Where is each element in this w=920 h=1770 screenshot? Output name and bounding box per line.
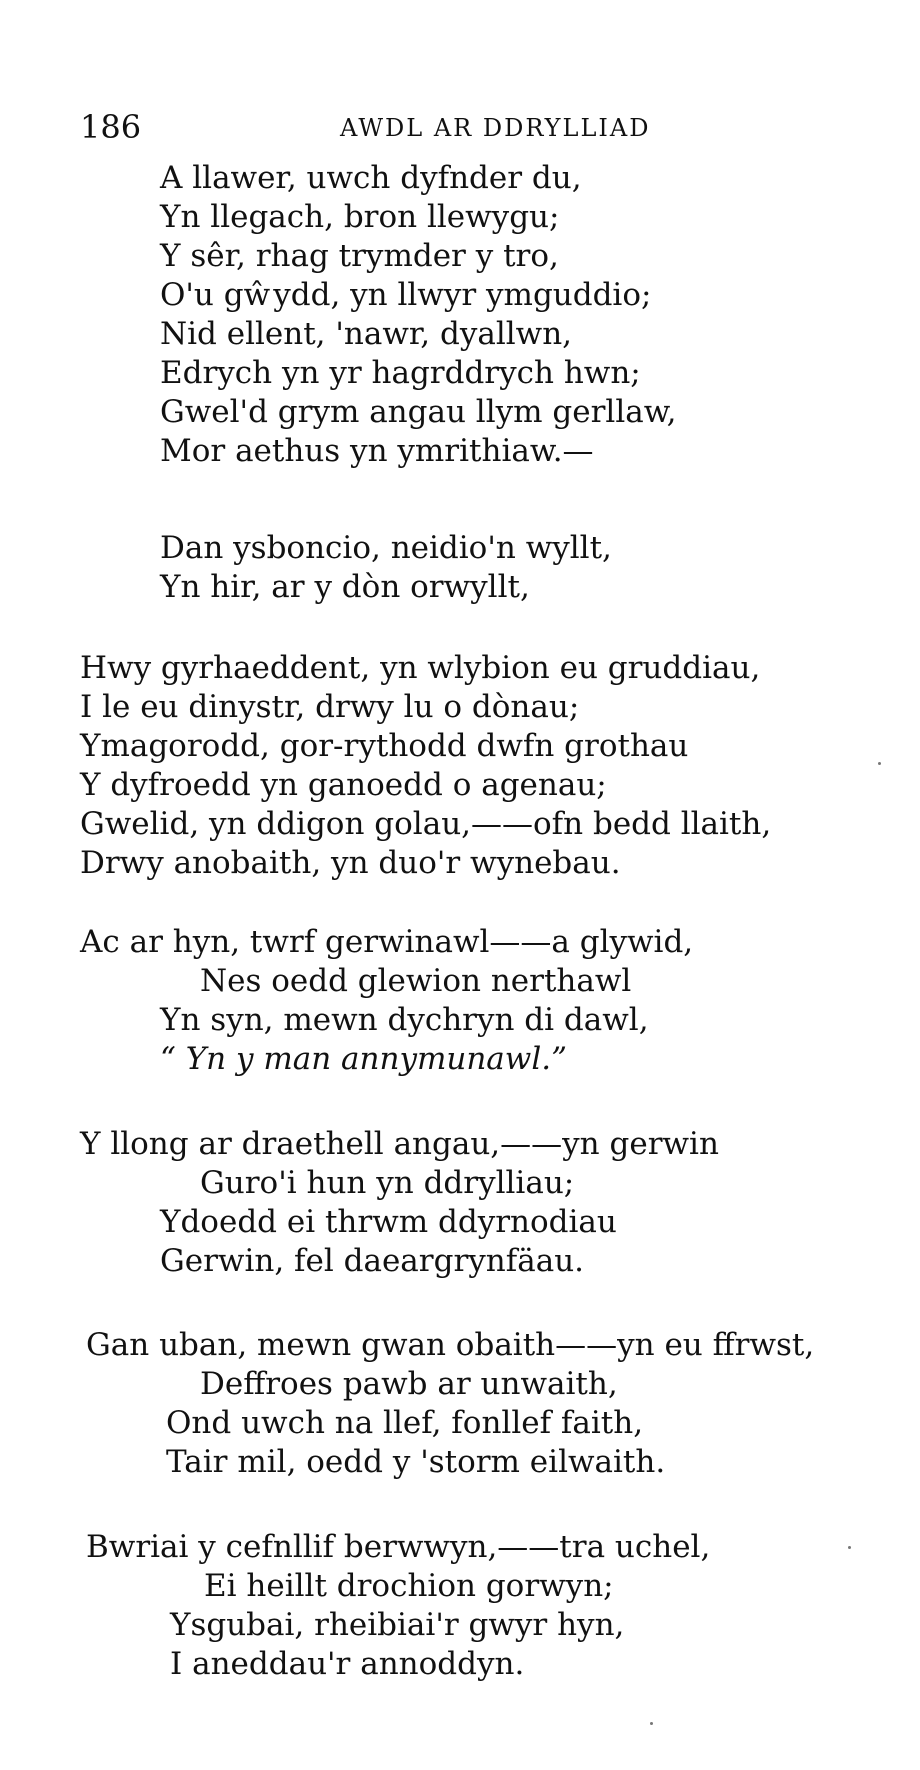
scan-speck	[650, 1722, 653, 1725]
poem-line: Dan ysboncio, neidio'n wyllt,	[160, 530, 612, 566]
poem-line: Yn llegach, bron llewygu;	[160, 199, 560, 235]
poem-line: Gwel'd grym angau llym gerllaw,	[160, 394, 677, 430]
poem-line: A llawer, uwch dyfnder du,	[160, 160, 582, 196]
poem-line: Ac ar hyn, twrf gerwinawl——a glywid,	[80, 924, 694, 960]
poem-line: Gerwin, fel daeargrynfäau.	[160, 1243, 585, 1279]
poem-line: Ydoedd ei thrwm ddyrnodiau	[160, 1204, 617, 1240]
poem-line: Deffroes pawb ar unwaith,	[200, 1366, 618, 1402]
poem-line: Edrych yn yr hagrddrych hwn;	[160, 355, 641, 391]
poem-line: Ei heillt drochion gorwyn;	[204, 1568, 614, 1604]
poem-line: Gan uban, mewn gwan obaith——yn eu ffrwst,	[86, 1327, 815, 1363]
scan-speck	[878, 762, 881, 765]
poem-line: “ Yn y man annymunawl.”	[160, 1041, 567, 1077]
poem-line: Hwy gyrhaeddent, yn wlybion eu gruddiau,	[80, 650, 761, 686]
poem-line: O'u gŵydd, yn llwyr ymguddio;	[160, 277, 652, 313]
poem-line: I le eu dinystr, drwy lu o dònau;	[80, 689, 580, 725]
poem-line: Y llong ar draethell angau,——yn gerwin	[80, 1126, 719, 1162]
running-head	[80, 108, 860, 148]
poem-line: Ond uwch na llef, fonllef faith,	[166, 1405, 644, 1441]
poem-line: Yn hir, ar y dòn orwyllt,	[160, 569, 530, 605]
page-number: 186	[80, 108, 142, 146]
poem-line: Guro'i hun yn ddrylliau;	[200, 1165, 575, 1201]
scan-speck	[848, 1546, 851, 1549]
poem-line: Bwriai y cefnllif berwwyn,——tra uchel,	[86, 1529, 711, 1565]
poem-line: Drwy anobaith, yn duo'r wynebau.	[80, 845, 621, 881]
poem-line: Gwelid, yn ddigon golau,——ofn bedd llaith,	[80, 806, 772, 842]
poem-line: Yn syn, mewn dychryn di dawl,	[160, 1002, 649, 1038]
poem-line: Y sêr, rhag trymder y tro,	[160, 238, 559, 274]
poem-line: Tair mil, oedd y 'storm eilwaith.	[166, 1444, 666, 1480]
poem-line: Y dyfroedd yn ganoedd o agenau;	[80, 767, 607, 803]
poem-line: I aneddau'r annoddyn.	[170, 1646, 525, 1682]
poem-line: Mor aethus yn ymrithiaw.—	[160, 433, 594, 469]
poem-line: Ysgubai, rheibiai'r gwyr hyn,	[170, 1607, 625, 1643]
poem-line: Nid ellent, 'nawr, dyallwn,	[160, 316, 573, 352]
running-title: AWDL AR DDRYLLIAD	[340, 114, 651, 142]
poem-line: Nes oedd glewion nerthawl	[200, 963, 632, 999]
poem-line: Ymagorodd, gor-rythodd dwfn grothau	[80, 728, 689, 764]
